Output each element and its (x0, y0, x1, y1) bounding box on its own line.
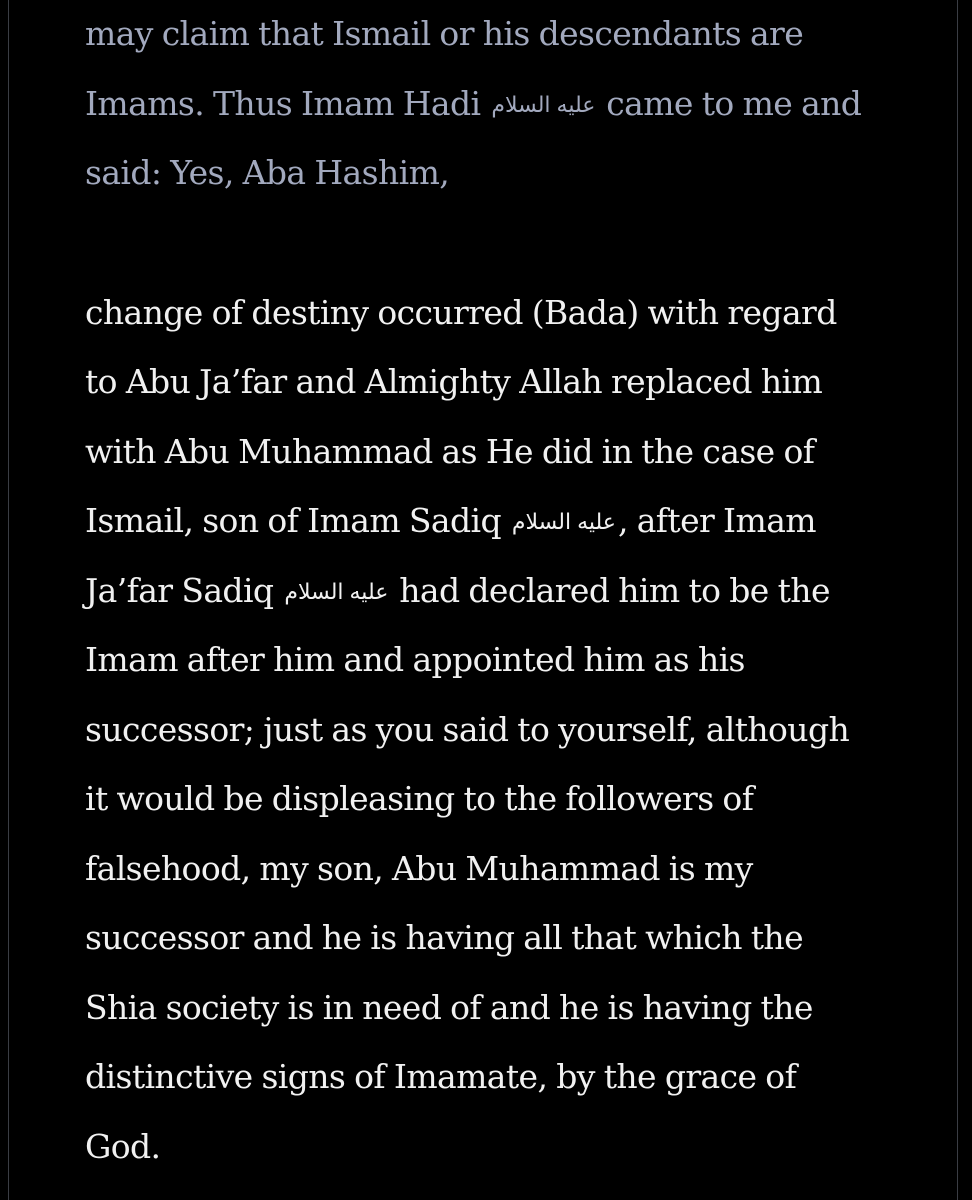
text-line (85, 556, 895, 626)
text-column (85, 0, 895, 1181)
honorific-glyph: عليه السلام (511, 510, 616, 535)
text-line: said: Yes, Aba Hashim, (85, 153, 450, 192)
text-fragment: came to me and (597, 83, 862, 123)
text-line: Shia society is in need of and he is having the (85, 987, 813, 1027)
text-fragment: Ja’far Sadiq (85, 570, 283, 610)
honorific-glyph: عليه السلام (284, 579, 389, 605)
text-line: it would be displeasing to the followers of (85, 779, 754, 818)
text-line (85, 486, 895, 556)
right-page-border (957, 0, 958, 1200)
quoted-paragraph (85, 0, 895, 208)
text-line: God. (85, 1126, 161, 1166)
body-paragraph (85, 278, 895, 1182)
text-fragment: Imams. Thus Imam Hadi (85, 83, 490, 123)
text-line: successor and he is having all that which the (85, 918, 804, 957)
text-fragment: , after Imam (617, 501, 816, 540)
text-line: with Abu Muhammad as He did in the case of (85, 431, 815, 471)
text-line (85, 69, 895, 139)
text-fragment: had declared him to be the (390, 570, 830, 610)
honorific-glyph: عليه السلام (491, 92, 596, 118)
text-line: may claim that Ismail or his descendants are (85, 14, 804, 53)
text-line: falsehood, my son, Abu Muhammad is my (85, 848, 753, 888)
left-page-border (8, 0, 9, 1200)
text-line: Imam after him and appointed him as his (85, 640, 745, 679)
text-line: change of destiny occurred (Bada) with regard (85, 292, 837, 332)
text-line: to Abu Ja’far and Almighty Allah replaced him (85, 362, 823, 401)
text-fragment: Ismail, son of Imam Sadiq (85, 501, 510, 540)
text-line: distinctive signs of Imamate, by the grace of (85, 1057, 797, 1096)
text-line: successor; just as you said to yourself, although (85, 709, 850, 749)
